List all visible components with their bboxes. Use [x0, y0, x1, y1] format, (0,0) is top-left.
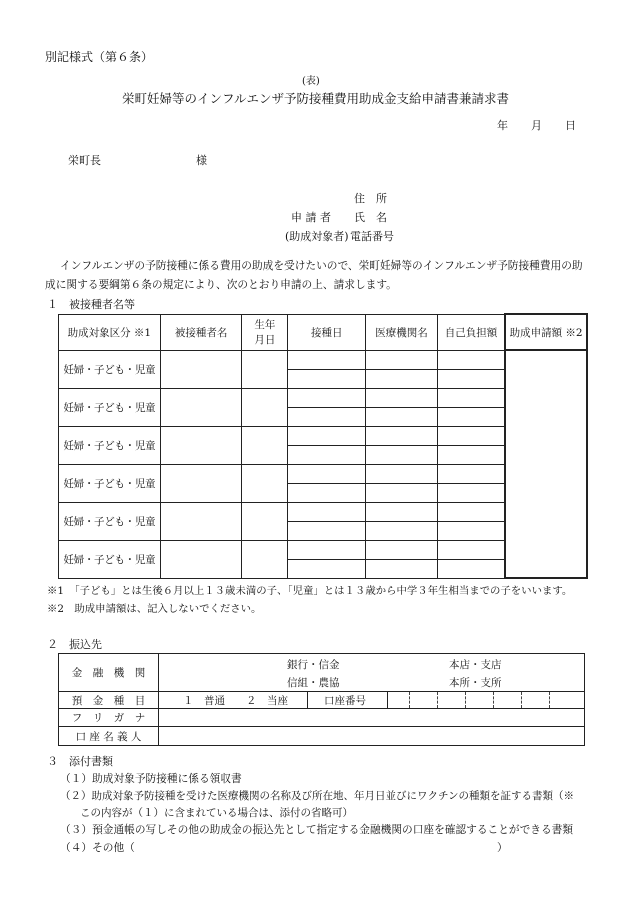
- attachment-item: （３）預金通帳の写しその他の助成金の振込先として指定する金融機関の口座を確認することができる書類: [60, 823, 574, 836]
- side-label: (表): [302, 76, 320, 87]
- section2-heading: ２ 振込先: [47, 638, 102, 651]
- furigana-row: [59, 709, 585, 727]
- page-title: 栄町妊婦等のインフルエンザ予防接種費用助成金支給申請書兼請求書: [122, 91, 510, 106]
- bank-type-2: 信組・農協: [287, 677, 340, 689]
- category-cell: 妊婦・子ども・児童: [59, 464, 161, 502]
- vaccination-date-cell[interactable]: [288, 464, 366, 483]
- vaccination-date-cell[interactable]: [288, 369, 366, 388]
- header-requested-amount: 助成申請額 ※2: [505, 314, 587, 350]
- attachment-item-continued: この内容が（１）に含まれている場合は、添付の省略可）: [80, 807, 353, 819]
- self-pay-cell[interactable]: [437, 369, 505, 388]
- subsidy-target-label: (助成対象者): [285, 230, 349, 243]
- vaccination-date-cell[interactable]: [288, 407, 366, 426]
- header-institution: 医療機関名: [366, 314, 438, 350]
- self-pay-cell[interactable]: [437, 350, 505, 369]
- holder-label: 口 座 名 義 人: [59, 727, 159, 746]
- digit-divider: [521, 692, 522, 708]
- divider: [387, 692, 388, 708]
- date-day-label: 日: [565, 119, 576, 132]
- account-number-label: 口座番号: [324, 695, 366, 707]
- bank-table: [58, 653, 585, 746]
- name-cell[interactable]: [160, 464, 242, 502]
- bank-label: 金 融 機 関: [59, 654, 159, 692]
- divider: [307, 692, 308, 708]
- vaccination-date-cell[interactable]: [288, 521, 366, 540]
- institution-cell[interactable]: [366, 483, 438, 502]
- date-year-label: 年: [497, 119, 508, 132]
- note-2: ※2 助成申請額は、記入しないでください。: [47, 603, 262, 615]
- institution-cell[interactable]: [366, 502, 438, 521]
- deposit-label: 預 金 種 目: [59, 692, 159, 709]
- addressee-name: 栄町長: [68, 154, 101, 167]
- header-birthdate-line2: 月日: [254, 334, 276, 346]
- category-cell: 妊婦・子ども・児童: [59, 388, 161, 426]
- section3-heading: ３ 添付書類: [47, 755, 113, 768]
- furigana-label: フ リ ガ ナ: [59, 709, 159, 727]
- institution-cell[interactable]: [366, 521, 438, 540]
- requested-amount-cell: [505, 350, 587, 578]
- header-name: 被接種者名: [160, 314, 242, 350]
- institution-cell[interactable]: [366, 559, 438, 578]
- vaccination-date-cell[interactable]: [288, 426, 366, 445]
- header-birthdate: [242, 314, 288, 350]
- attachment-other-close: ）: [497, 841, 508, 854]
- digit-divider: [409, 692, 410, 708]
- institution-cell[interactable]: [366, 407, 438, 426]
- header-vaccination-date: 接種日: [288, 314, 366, 350]
- self-pay-cell[interactable]: [437, 540, 505, 559]
- self-pay-cell[interactable]: [437, 521, 505, 540]
- vaccination-date-cell[interactable]: [288, 350, 366, 369]
- digit-divider: [437, 692, 438, 708]
- vaccination-date-cell[interactable]: [288, 559, 366, 578]
- intro-line-2: 成に関する要綱第６条の規定により、次のとおり申請の上、請求します。: [45, 278, 397, 291]
- vaccination-date-cell[interactable]: [288, 502, 366, 521]
- table-row: [59, 350, 588, 369]
- holder-row: [59, 727, 585, 746]
- category-cell: 妊婦・子ども・児童: [59, 502, 161, 540]
- date-month-label: 月: [531, 119, 542, 132]
- addressee-honorific: 様: [196, 154, 207, 167]
- birthdate-cell[interactable]: [242, 502, 288, 540]
- name-cell[interactable]: [160, 388, 242, 426]
- attachment-item-other: （４）その他（: [60, 841, 135, 854]
- self-pay-cell[interactable]: [437, 483, 505, 502]
- vaccination-date-cell[interactable]: [288, 445, 366, 464]
- birthdate-cell[interactable]: [242, 540, 288, 578]
- name-cell[interactable]: [160, 540, 242, 578]
- institution-cell[interactable]: [366, 464, 438, 483]
- digit-divider: [465, 692, 466, 708]
- vaccination-date-cell[interactable]: [288, 540, 366, 559]
- bank-row: [59, 654, 585, 692]
- intro-line-1: インフルエンザの予防接種に係る費用の助成を受けたいので、栄町妊婦等のインフルエンザ予防接種費用の助: [60, 259, 583, 272]
- category-cell: 妊婦・子ども・児童: [59, 540, 161, 578]
- bank-input-cell[interactable]: [159, 654, 585, 692]
- self-pay-cell[interactable]: [437, 464, 505, 483]
- deposit-row: [59, 692, 585, 709]
- institution-cell[interactable]: [366, 388, 438, 407]
- self-pay-cell[interactable]: [437, 407, 505, 426]
- form-reference: 別記様式（第６条）: [45, 50, 154, 64]
- vaccination-date-cell[interactable]: [288, 483, 366, 502]
- institution-cell[interactable]: [366, 426, 438, 445]
- self-pay-cell[interactable]: [437, 445, 505, 464]
- self-pay-cell[interactable]: [437, 559, 505, 578]
- header-birthdate-line1: 生年: [254, 319, 276, 331]
- applicant-role-label: 申 請 者: [291, 211, 331, 224]
- bank-type-1: 銀行・信金: [287, 659, 340, 671]
- digit-divider: [493, 692, 494, 708]
- category-cell: 妊婦・子ども・児童: [59, 426, 161, 464]
- institution-cell[interactable]: [366, 445, 438, 464]
- self-pay-cell[interactable]: [437, 388, 505, 407]
- birthdate-cell[interactable]: [242, 426, 288, 464]
- name-cell[interactable]: [160, 502, 242, 540]
- birthdate-cell[interactable]: [242, 464, 288, 502]
- note-1: ※1 「子ども」とは生後６月以上１３歳未満の子、「児童」とは１３歳から中学３年生相当までの子をいいます。: [47, 585, 573, 597]
- table-header-row: [59, 314, 588, 350]
- attachment-item: （２）助成対象予防接種を受けた医療機関の名称及び所在地、年月日並びにワクチンの種類を証する書類（※: [60, 790, 574, 802]
- name-cell[interactable]: [160, 350, 242, 388]
- institution-cell[interactable]: [366, 350, 438, 369]
- name-cell[interactable]: [160, 426, 242, 464]
- deposit-cell: [159, 692, 585, 709]
- birthdate-cell[interactable]: [242, 388, 288, 426]
- attachment-item: （１）助成対象予防接種に係る領収書: [60, 772, 242, 785]
- birthdate-cell[interactable]: [242, 350, 288, 388]
- recipient-table: [58, 313, 588, 579]
- phone-label: 電話番号: [350, 230, 394, 243]
- digit-divider: [549, 692, 550, 708]
- vaccination-date-cell[interactable]: [288, 388, 366, 407]
- name-label: 氏 名: [354, 211, 387, 224]
- address-label: 住 所: [354, 192, 387, 205]
- self-pay-cell[interactable]: [437, 426, 505, 445]
- self-pay-cell[interactable]: [437, 502, 505, 521]
- header-category: 助成対象区分 ※1: [59, 314, 161, 350]
- branch-type-2: 本所・支所: [449, 677, 502, 689]
- branch-type-1: 本店・支店: [449, 659, 502, 671]
- institution-cell[interactable]: [366, 540, 438, 559]
- institution-cell[interactable]: [366, 369, 438, 388]
- holder-input[interactable]: [159, 727, 585, 746]
- section1-heading: １ 被接種者名等: [47, 298, 135, 311]
- furigana-input[interactable]: [159, 709, 585, 727]
- header-self-pay: 自己負担額: [437, 314, 505, 350]
- category-cell: 妊婦・子ども・児童: [59, 350, 161, 388]
- deposit-options[interactable]: １ 普通 ２ 当座: [183, 695, 288, 707]
